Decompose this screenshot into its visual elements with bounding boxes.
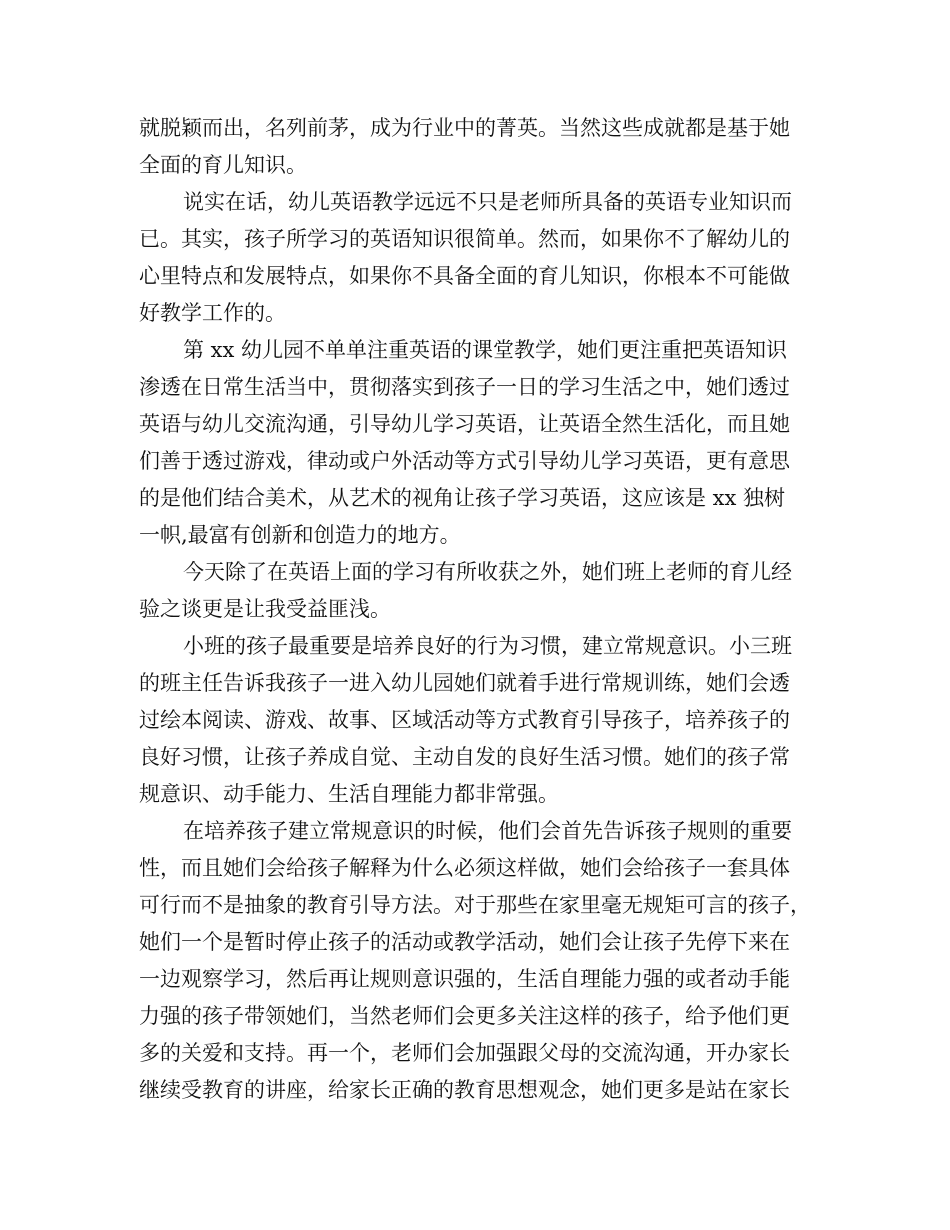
paragraph-start-line: 在培养孩子建立常规意识的时候，他们会首先告诉孩子规则的重要 bbox=[183, 819, 792, 843]
text-line: 验之谈更是让我受益匪浅。 bbox=[139, 597, 391, 621]
paragraph-start-line: 说实在话，幼儿英语教学远远不只是老师所具备的英语专业知识而 bbox=[183, 190, 792, 214]
body-text bbox=[139, 110, 819, 1109]
text-line: 渗透在日常生活当中，贯彻落实到孩子一日的学习生活之中，她们透过 bbox=[139, 375, 790, 399]
text-line: 全面的育儿知识。 bbox=[139, 153, 307, 177]
text-line: 规意识、动手能力、生活自理能力都非常强。 bbox=[139, 782, 559, 806]
text-line: 性，而且她们会给孩子解释为什么必须这样做，她们会给孩子一套具体 bbox=[139, 856, 790, 880]
text-line: 的班主任告诉我孩子一进入幼儿园她们就着手进行常规训练，她们会透 bbox=[139, 671, 790, 695]
text-line: 她们一个是暂时停止孩子的活动或教学活动，她们会让孩子先停下来在 bbox=[139, 930, 790, 954]
text-line: 一帜,最富有创新和创造力的地方。 bbox=[139, 523, 461, 547]
text-line: 继续受教育的讲座，给家长正确的教育思想观念，她们更多是站在家长 bbox=[139, 1078, 790, 1102]
text-line: 力强的孩子带领她们，当然老师们会更多关注这样的孩子，给予他们更 bbox=[139, 1004, 790, 1028]
text-line: 的是他们结合美术，从艺术的视角让孩子学习英语，这应该是 xx 独树 bbox=[139, 486, 786, 510]
text-line: 好教学工作的。 bbox=[139, 301, 286, 325]
text-line: 们善于透过游戏，律动或户外活动等方式引导幼儿学习英语，更有意思 bbox=[139, 449, 790, 473]
text-line: 心里特点和发展特点，如果你不具备全面的育儿知识，你根本不可能做 bbox=[139, 264, 790, 288]
paragraph-start-line: 今天除了在英语上面的学习有所收获之外，她们班上老师的育儿经 bbox=[183, 560, 792, 584]
text-line: 一边观察学习，然后再让规则意识强的，生活自理能力强的或者动手能 bbox=[139, 967, 790, 991]
text-line: 过绘本阅读、游戏、故事、区域活动等方式教育引导孩子，培养孩子的 bbox=[139, 708, 790, 732]
paragraph-start-line: 第 xx 幼儿园不单单注重英语的课堂教学，她们更注重把英语知识 bbox=[183, 338, 788, 362]
text-line: 良好习惯，让孩子养成自觉、主动自发的良好生活习惯。她们的孩子常 bbox=[139, 745, 790, 769]
text-line: 英语与幼儿交流沟通，引导幼儿学习英语，让英语全然生活化，而且她 bbox=[139, 412, 790, 436]
text-line: 已。其实，孩子所学习的英语知识很简单。然而，如果你不了解幼儿的 bbox=[139, 227, 790, 251]
text-line: 就脱颖而出，名列前茅，成为行业中的菁英。当然这些成就都是基于她 bbox=[139, 116, 790, 140]
paragraph-start-line: 小班的孩子最重要是培养良好的行为习惯，建立常规意识。小三班 bbox=[183, 634, 792, 658]
text-line: 多的关爱和支持。再一个，老师们会加强跟父母的交流沟通，开办家长 bbox=[139, 1041, 790, 1065]
text-line: 可行而不是抽象的教育引导方法。对于那些在家里毫无规矩可言的孩子， bbox=[139, 893, 811, 917]
